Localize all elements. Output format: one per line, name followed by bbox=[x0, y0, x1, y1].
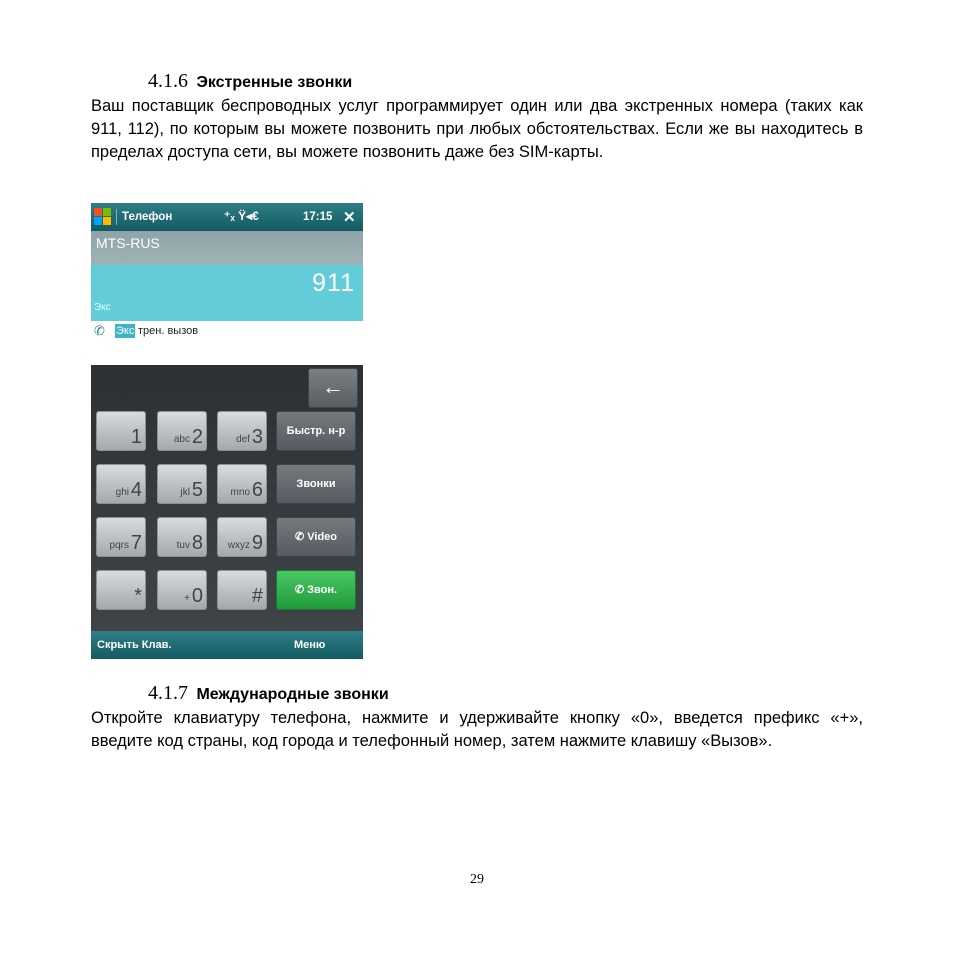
call-button[interactable]: ✆ Звон. bbox=[276, 570, 356, 610]
key-0[interactable] bbox=[157, 570, 207, 610]
clock[interactable]: 17:15 bbox=[303, 211, 333, 223]
key-digit: 9 bbox=[251, 532, 263, 554]
key-star[interactable] bbox=[96, 570, 146, 610]
suggestion-highlight: Экс bbox=[116, 325, 135, 337]
key-letters: + bbox=[184, 593, 190, 604]
video-call-button[interactable]: ✆ Video bbox=[276, 517, 356, 557]
suggestion-emergency-call[interactable] bbox=[91, 321, 363, 365]
phone-call-icon: ✆ bbox=[94, 323, 105, 338]
page-number: 29 bbox=[470, 872, 484, 887]
hide-keypad-softkey[interactable]: Скрыть Клав. bbox=[97, 639, 172, 651]
key-digit: 1 bbox=[130, 426, 142, 448]
status-icons[interactable]: ⁺ₓ Ÿ◂€ bbox=[224, 209, 259, 223]
key-letters: abc bbox=[173, 434, 190, 445]
key-digit: 6 bbox=[251, 479, 263, 501]
key-digit: * bbox=[134, 585, 142, 607]
key-9[interactable] bbox=[217, 517, 267, 557]
section-number: 4.1.7 bbox=[148, 682, 188, 704]
key-digit: 3 bbox=[251, 426, 263, 448]
key-4[interactable] bbox=[96, 464, 146, 504]
match-prefix: Экс bbox=[94, 302, 111, 313]
key-letters: ghi bbox=[115, 487, 129, 498]
key-digit: # bbox=[251, 585, 263, 607]
calls-button[interactable]: Звонки bbox=[276, 464, 356, 504]
softkey-bar bbox=[91, 631, 363, 659]
key-digit: 4 bbox=[130, 479, 142, 501]
dialed-number: 911 bbox=[312, 269, 355, 297]
title-separator bbox=[116, 209, 117, 225]
key-digit: 8 bbox=[191, 532, 203, 554]
match-strip bbox=[91, 299, 363, 321]
phone-title-bar bbox=[91, 203, 363, 231]
key-digit: 5 bbox=[191, 479, 203, 501]
key-letters: wxyz bbox=[227, 540, 250, 551]
key-letters: mno bbox=[230, 487, 250, 498]
section-heading-international bbox=[148, 682, 389, 705]
speed-dial-button[interactable]: Быстр. н-р bbox=[276, 411, 356, 451]
section-title: Экстренные звонки bbox=[196, 74, 353, 91]
key-letters: tuv bbox=[176, 540, 190, 551]
operator-bar bbox=[91, 231, 363, 265]
key-1[interactable] bbox=[96, 411, 146, 451]
emergency-calls-paragraph: Ваш поставщик беспроводных услуг программирует один или два экстренных номера (таких как 911, 112), по которым вы можете позвонить при любых обстоятельствах. Если же вы находитесь в пределах доступа сети, вы можете позвонить даже без SIM-карты. bbox=[91, 97, 863, 161]
suggestion-label: трен. вызов bbox=[138, 325, 199, 337]
key-digit: 0 bbox=[191, 585, 203, 607]
section-number: 4.1.6 bbox=[148, 70, 188, 92]
key-7[interactable] bbox=[96, 517, 146, 557]
key-letters: def bbox=[236, 434, 250, 445]
windows-start-icon[interactable] bbox=[94, 208, 112, 226]
keypad bbox=[91, 365, 363, 631]
operator-name: MTS-RUS bbox=[96, 235, 160, 251]
section-heading-emergency bbox=[148, 70, 352, 93]
section-title: Международные звонки bbox=[196, 686, 389, 703]
app-title: Телефон bbox=[122, 211, 173, 223]
key-5[interactable] bbox=[157, 464, 207, 504]
menu-softkey[interactable]: Меню bbox=[294, 639, 326, 651]
key-2[interactable] bbox=[157, 411, 207, 451]
international-calls-paragraph: Откройте клавиатуру телефона, нажмите и удерживайте кнопку «0», введется префикс «+», введите код страны, код города и телефонный номер, затем нажмите клавишу «Вызов». bbox=[91, 709, 863, 750]
key-digit: 7 bbox=[130, 532, 142, 554]
key-letters: pqrs bbox=[109, 540, 129, 551]
backspace-button[interactable]: ← bbox=[308, 368, 358, 408]
key-8[interactable] bbox=[157, 517, 207, 557]
phone-dialer-screenshot bbox=[91, 203, 363, 659]
key-digit: 2 bbox=[191, 426, 203, 448]
key-letters: jkl bbox=[180, 487, 190, 498]
key-6[interactable] bbox=[217, 464, 267, 504]
key-3[interactable] bbox=[217, 411, 267, 451]
key-hash[interactable] bbox=[217, 570, 267, 610]
close-icon[interactable]: ✕ bbox=[343, 209, 356, 226]
